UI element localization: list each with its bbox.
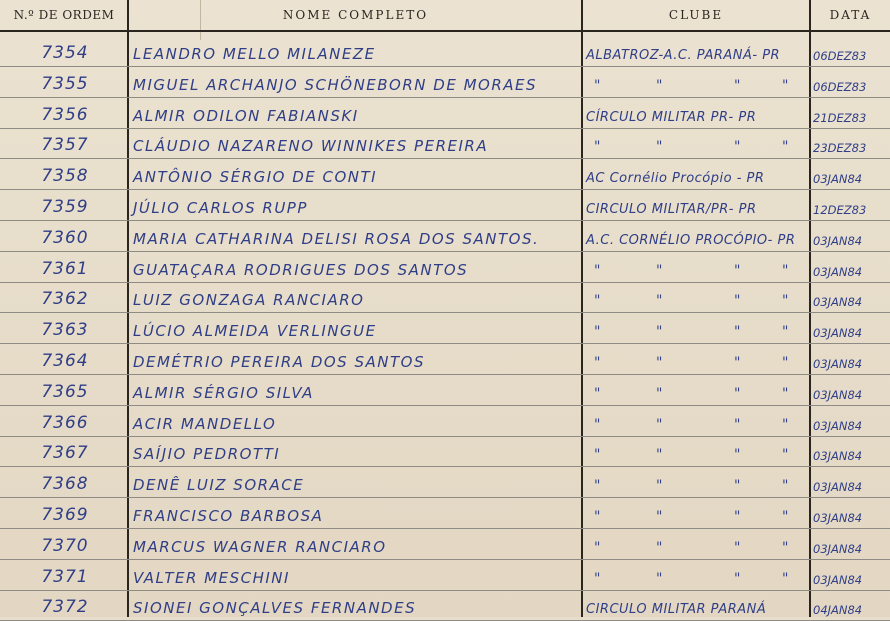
club-name: ALBATROZ-A.C. PARANÁ- PR (586, 48, 781, 63)
row-rule (0, 528, 890, 529)
ledger-row (0, 195, 890, 219)
ditto-mark: " (656, 478, 663, 495)
order-number: 7361 (41, 258, 89, 279)
entry-date: 03JAN84 (813, 449, 863, 464)
column-header-ordem: N.º DE ORDEM (13, 8, 115, 22)
ledger-row (0, 380, 890, 404)
ditto-mark: " (656, 385, 663, 402)
ditto-mark: " (782, 262, 789, 279)
club-ditto-marks (586, 263, 806, 277)
column-header-nome: NOME COMPLETO (282, 8, 429, 22)
ditto-mark: " (594, 447, 601, 464)
full-name: DEMÉTRIO PEREIRA DOS SANTOS (133, 353, 425, 371)
entry-date: 06DEZ83 (813, 49, 867, 63)
entry-date: 03JAN84 (813, 326, 863, 341)
ledger-row (0, 565, 890, 589)
ledger-row (0, 257, 890, 281)
ditto-mark: " (734, 509, 741, 525)
ledger-row (0, 595, 890, 619)
ditto-mark: " (782, 77, 789, 94)
column-header-data: DATA (829, 8, 872, 22)
entry-date: 03JAN84 (813, 264, 863, 279)
full-name: JÚLIO CARLOS RUPP (133, 199, 308, 217)
club-ditto-marks (586, 78, 806, 92)
ledger-row (0, 103, 890, 127)
entry-date: 03JAN84 (813, 418, 863, 433)
ditto-mark: " (594, 262, 601, 279)
ditto-mark: " (656, 355, 663, 371)
club-ditto-marks (586, 386, 806, 400)
row-rule (0, 158, 890, 159)
ditto-mark: " (734, 478, 741, 495)
ditto-mark: " (734, 139, 741, 156)
ditto-mark: " (594, 416, 601, 433)
entry-date: 12DEZ83 (813, 203, 867, 217)
entry-date: 03JAN84 (813, 233, 863, 248)
row-rule (0, 251, 890, 252)
entry-date: 03JAN84 (813, 387, 863, 402)
full-name: VALTER MESCHINI (133, 568, 290, 587)
order-number: 7357 (41, 135, 89, 156)
row-rule (0, 466, 890, 467)
order-number: 7370 (41, 535, 89, 556)
row-rule (0, 97, 890, 98)
ditto-mark: " (782, 570, 789, 587)
ditto-mark: " (594, 324, 601, 341)
ditto-mark: " (734, 447, 741, 464)
ditto-mark: " (594, 77, 601, 94)
order-number: 7365 (41, 381, 89, 402)
ditto-mark: " (656, 139, 663, 156)
row-rule (0, 128, 890, 129)
ditto-mark: " (656, 509, 663, 525)
club-name: A.C. CORNÉLIO PROCÓPIO- PR (586, 232, 796, 248)
row-rule (0, 282, 890, 283)
club-name: CIRCULO MILITAR PARANÁ (586, 602, 767, 618)
ditto-mark: " (594, 139, 601, 156)
order-number: 7354 (41, 43, 89, 63)
full-name: MARIA CATHARINA DELISI ROSA DOS SANTOS. (133, 229, 540, 248)
order-number: 7368 (41, 474, 89, 495)
full-name: ANTÔNIO SÉRGIO DE CONTI (133, 168, 378, 187)
full-name: FRANCISCO BARBOSA (133, 507, 324, 525)
row-rule (0, 343, 890, 344)
ledger-row (0, 411, 890, 435)
full-name: GUATAÇARA RODRIGUES DOS SANTOS (133, 260, 469, 279)
ditto-mark: " (782, 416, 789, 433)
club-name: CIRCULO MILITAR/PR- PR (586, 202, 757, 217)
row-rule (0, 497, 890, 498)
ditto-mark: " (782, 355, 789, 371)
order-number: 7371 (41, 566, 89, 587)
ditto-mark: " (734, 324, 741, 341)
ditto-mark: " (734, 293, 741, 310)
full-name: LUIZ GONZAGA RANCIARO (133, 291, 365, 310)
row-rule (0, 405, 890, 406)
entry-date: 03JAN84 (813, 572, 863, 587)
entry-date: 03JAN84 (813, 511, 863, 525)
order-number: 7366 (41, 412, 89, 433)
ledger-row (0, 72, 890, 96)
ditto-mark: " (734, 355, 741, 371)
entry-date: 03JAN84 (813, 357, 863, 371)
ditto-mark: " (734, 539, 741, 556)
ditto-mark: " (656, 416, 663, 433)
row-rule (0, 559, 890, 560)
order-number: 7369 (41, 505, 89, 525)
order-number: 7355 (41, 73, 89, 94)
ditto-mark: " (782, 324, 789, 341)
club-ditto-marks (586, 571, 806, 585)
header-rule (0, 30, 890, 32)
row-rule (0, 374, 890, 375)
entry-date: 06DEZ83 (813, 79, 867, 94)
order-number: 7364 (41, 351, 89, 371)
ledger-row (0, 133, 890, 157)
ditto-mark: " (594, 293, 601, 310)
club-name: AC Cornélio Procópio - PR (586, 171, 765, 187)
ditto-mark: " (594, 509, 601, 525)
ditto-mark: " (734, 570, 741, 587)
ditto-mark: " (656, 262, 663, 279)
ditto-mark: " (594, 539, 601, 556)
row-rule (0, 312, 890, 313)
entry-date: 23DEZ83 (813, 141, 867, 156)
entry-date: 04JAN84 (813, 603, 863, 618)
full-name: ALMIR ODILON FABIANSKI (133, 106, 359, 125)
ditto-mark: " (782, 293, 789, 310)
club-ditto-marks (586, 478, 806, 495)
club-ditto-marks (586, 293, 806, 310)
row-rule (0, 220, 890, 221)
order-number: 7362 (41, 289, 89, 310)
row-rule (0, 590, 890, 591)
club-ditto-marks (586, 417, 806, 431)
order-number: 7372 (41, 597, 89, 618)
full-name: SAÍJIO PEDROTTI (133, 445, 281, 464)
ledger-row (0, 472, 890, 496)
club-ditto-marks (586, 139, 806, 156)
club-ditto-marks (586, 355, 806, 369)
ditto-mark: " (656, 539, 663, 556)
full-name: MARCUS WAGNER RANCIARO (133, 537, 387, 556)
club-name: CÍRCULO MILITAR PR- PR (586, 109, 757, 125)
row-rule (0, 189, 890, 190)
ledger-row (0, 164, 890, 188)
ditto-mark: " (656, 293, 663, 310)
entry-date: 03JAN84 (813, 480, 863, 495)
club-ditto-marks (586, 447, 806, 464)
full-name: MIGUEL ARCHANJO SCHÖNEBORN DE MORAES (133, 75, 538, 94)
ditto-mark: " (782, 447, 789, 464)
order-number: 7356 (41, 104, 89, 125)
ditto-mark: " (656, 77, 663, 94)
ditto-mark: " (594, 355, 601, 371)
entry-date: 03JAN84 (813, 172, 863, 187)
ditto-mark: " (594, 385, 601, 402)
ledger-row (0, 349, 890, 373)
ledger-row (0, 287, 890, 311)
entry-date: 21DEZ83 (813, 110, 867, 125)
column-header-clube: CLUBE (668, 8, 724, 22)
ditto-mark: " (734, 77, 741, 94)
club-ditto-marks (586, 509, 806, 523)
ditto-mark: " (594, 570, 601, 587)
full-name: DENÊ LUIZ SORACE (133, 476, 305, 495)
club-ditto-marks (586, 324, 806, 341)
entry-date: 03JAN84 (813, 295, 863, 310)
ledger-row (0, 534, 890, 558)
ditto-mark: " (782, 139, 789, 156)
ledger-row (0, 226, 890, 250)
ditto-mark: " (656, 447, 663, 464)
ditto-mark: " (734, 416, 741, 433)
ditto-mark: " (734, 385, 741, 402)
ditto-mark: " (594, 478, 601, 495)
ditto-mark: " (656, 570, 663, 587)
entry-date: 03JAN84 (813, 541, 863, 556)
ditto-mark: " (782, 385, 789, 402)
full-name: LÚCIO ALMEIDA VERLINGUE (133, 322, 377, 341)
order-number: 7367 (41, 443, 89, 464)
row-rule (0, 66, 890, 67)
full-name: ACIR MANDELLO (133, 414, 277, 433)
ledger-row (0, 41, 890, 65)
ditto-mark: " (782, 539, 789, 556)
ditto-mark: " (782, 509, 789, 525)
ledger-row (0, 503, 890, 527)
ditto-mark: " (782, 478, 789, 495)
full-name: ALMIR SÉRGIO SILVA (133, 383, 314, 402)
ditto-mark: " (656, 324, 663, 341)
row-rule (0, 436, 890, 437)
order-number: 7358 (41, 166, 89, 187)
full-name: SIONEI GONÇALVES FERNANDES (133, 599, 417, 618)
ledger-row (0, 318, 890, 342)
order-number: 7363 (41, 320, 89, 341)
full-name: CLÁUDIO NAZARENO WINNIKES PEREIRA (133, 137, 489, 156)
ditto-mark: " (734, 262, 741, 279)
club-ditto-marks (586, 540, 806, 554)
order-number: 7359 (41, 197, 89, 217)
full-name: LEANDRO MELLO MILANEZE (133, 45, 376, 63)
order-number: 7360 (41, 227, 89, 248)
ledger-row (0, 441, 890, 465)
